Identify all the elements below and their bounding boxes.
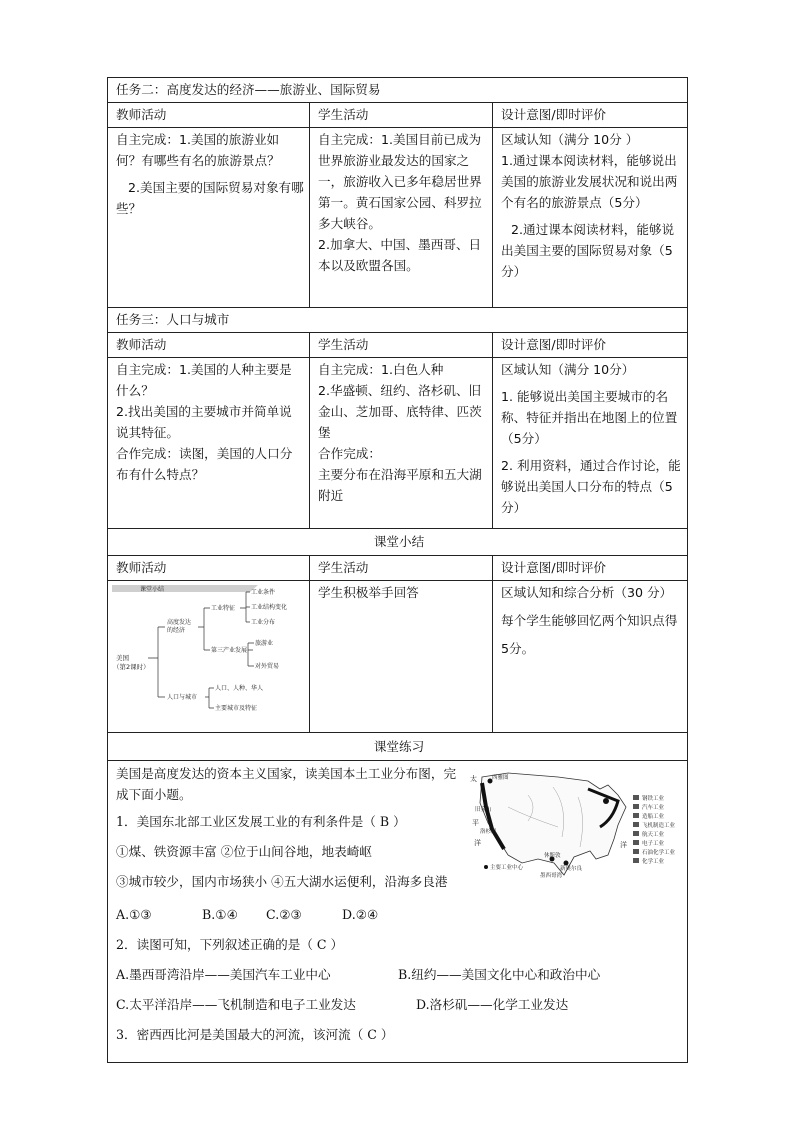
summary-student-cell <box>310 581 493 733</box>
task2-design-title: 区域认知（满分 10分 ） <box>501 132 639 147</box>
task3-header-teacher: 教师活动 <box>108 333 310 358</box>
task3-teacher-q1: 自主完成：1.美国的人种主要是什么？ <box>116 362 292 398</box>
task3-student-cell <box>310 358 493 529</box>
summary-header-student: 学生活动 <box>310 556 493 581</box>
mindmap-population-item2: 主要城市及特征 <box>215 705 258 712</box>
q2-option-d: D.洛杉矶——化学工业发达 <box>416 997 569 1012</box>
summary-design-cell <box>493 581 688 733</box>
legend-5: 航天工业 <box>642 832 665 838</box>
map-ocean-left-1: 太 <box>470 775 478 783</box>
legend-center-dot <box>484 865 488 869</box>
mindmap-population-item1: 人口、人种、华人 <box>215 685 264 692</box>
mindmap-industry: 工业特征 <box>211 605 236 612</box>
legend-icon-1 <box>633 795 639 800</box>
mindmap <box>110 582 307 730</box>
us-industry-map <box>468 767 681 892</box>
map-city-neworleans: 新奥尔良 <box>560 866 583 872</box>
map-city-sf: 旧金山 <box>475 807 492 813</box>
map-city-houston: 休斯敦 <box>544 853 561 859</box>
task2-design-item1: 1.通过课本阅读材料，能够说出美国的旅游业发展状况和说出两个有名的旅游景点（5分） <box>501 153 678 210</box>
summary-header-teacher: 教师活动 <box>108 556 310 581</box>
task2-student-cell <box>310 128 493 308</box>
task3-header-student: 学生活动 <box>310 333 493 358</box>
summary-student-text: 学生积极举手回答 <box>318 585 419 600</box>
mindmap-industry-item3: 工业分布 <box>251 619 276 626</box>
summary-title: 课堂小结 <box>108 529 688 556</box>
mindmap-diagram <box>110 582 306 730</box>
practice-q2: 2．读图可知，下列叙述正确的是（ C ） <box>116 937 344 952</box>
task2-teacher-cell <box>108 128 310 308</box>
mindmap-banner-shape <box>112 585 258 592</box>
summary-design-item: 每个学生能够回忆两个知识点得 5分。 <box>501 613 678 656</box>
task3-title: 任务三：人口与城市 <box>108 308 688 333</box>
legend-3: 造船工业 <box>642 814 665 820</box>
practice-title: 课堂练习 <box>108 733 688 761</box>
legend-icon-8 <box>633 858 639 863</box>
legend-4: 飞机制造工业 <box>642 823 676 829</box>
summary-header-design: 设计意图/即时评价 <box>493 556 688 581</box>
legend-2: 汽车工业 <box>642 805 665 811</box>
task2-design-item2: 2.通过课本阅读材料，能够说出美国主要的国际贸易对象（5分） <box>501 222 675 279</box>
mindmap-economy-2: 的经济 <box>167 627 186 634</box>
mindmap-tertiary-item1: 旅游业 <box>255 640 274 647</box>
q2-option-a: A.墨西哥湾沿岸——美国汽车工业中心 <box>116 967 331 982</box>
legend-1: 钢铁工业 <box>642 796 665 802</box>
task3-design-cell <box>493 358 688 529</box>
mindmap-root-1: 美国 <box>116 654 129 662</box>
map-gulf: 墨西哥湾 <box>540 873 563 879</box>
mindmap-banner-text: 课堂小结 <box>140 586 165 593</box>
practice-cell <box>108 761 688 1063</box>
q1-option-d: D.②④ <box>342 907 379 922</box>
mindmap-economy-1: 高度发达 <box>167 619 192 626</box>
practice-q2-options-row1 <box>116 964 679 985</box>
task3-teacher-q2: 2.找出美国的主要城市并简单说说其特征。 <box>116 404 292 440</box>
practice-q3: 3．密西西比河是美国最大的河流，该河流（ C ） <box>116 1027 394 1042</box>
map-ocean-left-3: 洋 <box>474 839 482 847</box>
q1-option-b: B.①④ <box>202 907 238 922</box>
task2-teacher-q1: 自主完成：1.美国的旅游业如何？有哪些有名的旅游景点？ <box>116 132 280 168</box>
legend-icon-5 <box>633 831 639 836</box>
practice-q2-options-row2 <box>116 994 679 1015</box>
q2-option-c: C.太平洋沿岸——飞机制造和电子工业发达 <box>116 997 356 1012</box>
practice-q1-line2: ③城市较少，国内市场狭小 ④五大湖水运便利，沿海多良港 <box>116 874 448 889</box>
q1-option-c: C.②③ <box>266 907 302 922</box>
task3-teacher-q3: 合作完成：读图，美国的人口分布有什么特点？ <box>116 446 293 482</box>
task3-student-a2: 2.华盛顿、纽约、洛杉矶、旧金山、芝加哥、底特律、匹茨堡 <box>318 383 482 440</box>
summary-design-title: 区域认知和综合分析（30 分） <box>501 585 673 600</box>
map-city-seattle: 西雅图 <box>492 775 509 781</box>
legend-7: 石油化学工业 <box>642 850 676 856</box>
map-city-la: 洛杉矶 <box>480 829 497 835</box>
legend-icon-2 <box>633 804 639 809</box>
practice-intro: 美国是高度发达的资本主义国家，读美国本土工业分布图，完成下面小题。 <box>116 766 457 802</box>
mindmap-industry-item2: 工业结构变化 <box>251 604 288 611</box>
task3-design-title: 区域认知（满分 10分） <box>501 362 635 377</box>
task2-header-student: 学生活动 <box>310 103 493 128</box>
map-ocean-left-2: 平 <box>472 819 480 827</box>
city-northeast-dot <box>603 798 609 804</box>
task3-student-a1: 自主完成：1.白色人种 <box>318 362 444 377</box>
city-neworleans-dot <box>564 861 569 866</box>
us-industry-map-svg <box>468 767 681 892</box>
legend-center-label: 主要工业中心 <box>490 865 524 871</box>
mindmap-tertiary: 第三产业发展 <box>211 647 248 654</box>
legend-6: 电子工业 <box>642 841 665 847</box>
legend-8: 化学工业 <box>642 859 665 865</box>
task3-design-item2: 2. 利用资料，通过合作讨论，能够说出美国人口分布的特点（5分） <box>501 458 681 515</box>
practice-q1-line1: ①煤、铁资源丰富 ②位于山间谷地，地表崎岖 <box>116 844 372 859</box>
legend-icon-4 <box>633 822 639 827</box>
legend-icon-6 <box>633 840 639 845</box>
task2-design-cell <box>493 128 688 308</box>
legend-icon-7 <box>633 849 639 854</box>
task3-design-item1: 1. 能够说出美国主要城市的名称、特征并指出在地图上的位置（5分） <box>501 389 678 446</box>
task3-header-design: 设计意图/即时评价 <box>493 333 688 358</box>
mindmap-population: 人口与城市 <box>167 694 198 701</box>
task2-student-a1: 自主完成：1.美国目前已成为世界旅游业最发达的国家之一，旅游收入已多年稳居世界第一。黄石国家公园、科罗拉多大峡谷。 <box>318 132 482 231</box>
task3-student-a3: 主要分布在沿海平原和五大湖附近 <box>318 467 482 503</box>
mindmap-industry-item1: 工业条件 <box>251 589 276 596</box>
legend-icon-3 <box>633 813 639 818</box>
practice-q1: 1．美国东北部工业区发展工业的有利条件是（ B ） <box>116 814 406 829</box>
q2-option-b: B.纽约——美国文化中心和政治中心 <box>398 967 601 982</box>
task2-teacher-q2: 2.美国主要的国际贸易对象有哪些？ <box>116 180 304 216</box>
task3-student-a3-label: 合作完成： <box>318 446 381 461</box>
map-ocean-right: 洋 <box>620 841 628 849</box>
summary-mindmap-cell <box>108 581 310 733</box>
task2-header-teacher: 教师活动 <box>108 103 310 128</box>
task2-student-a2: 2.加拿大、中国、墨西哥、日本以及欧盟各国。 <box>318 237 482 273</box>
task2-header-design: 设计意图/即时评价 <box>493 103 688 128</box>
mindmap-root-2: （第2课时） <box>113 663 150 671</box>
task2-title: 任务二：高度发达的经济——旅游业、国际贸易 <box>108 78 688 103</box>
practice-q1-options <box>116 904 679 925</box>
lesson-plan-table <box>107 77 688 1063</box>
task3-teacher-cell <box>108 358 310 529</box>
q1-option-a: A.①③ <box>116 907 152 922</box>
mindmap-tertiary-item2: 对外贸易 <box>255 663 280 670</box>
